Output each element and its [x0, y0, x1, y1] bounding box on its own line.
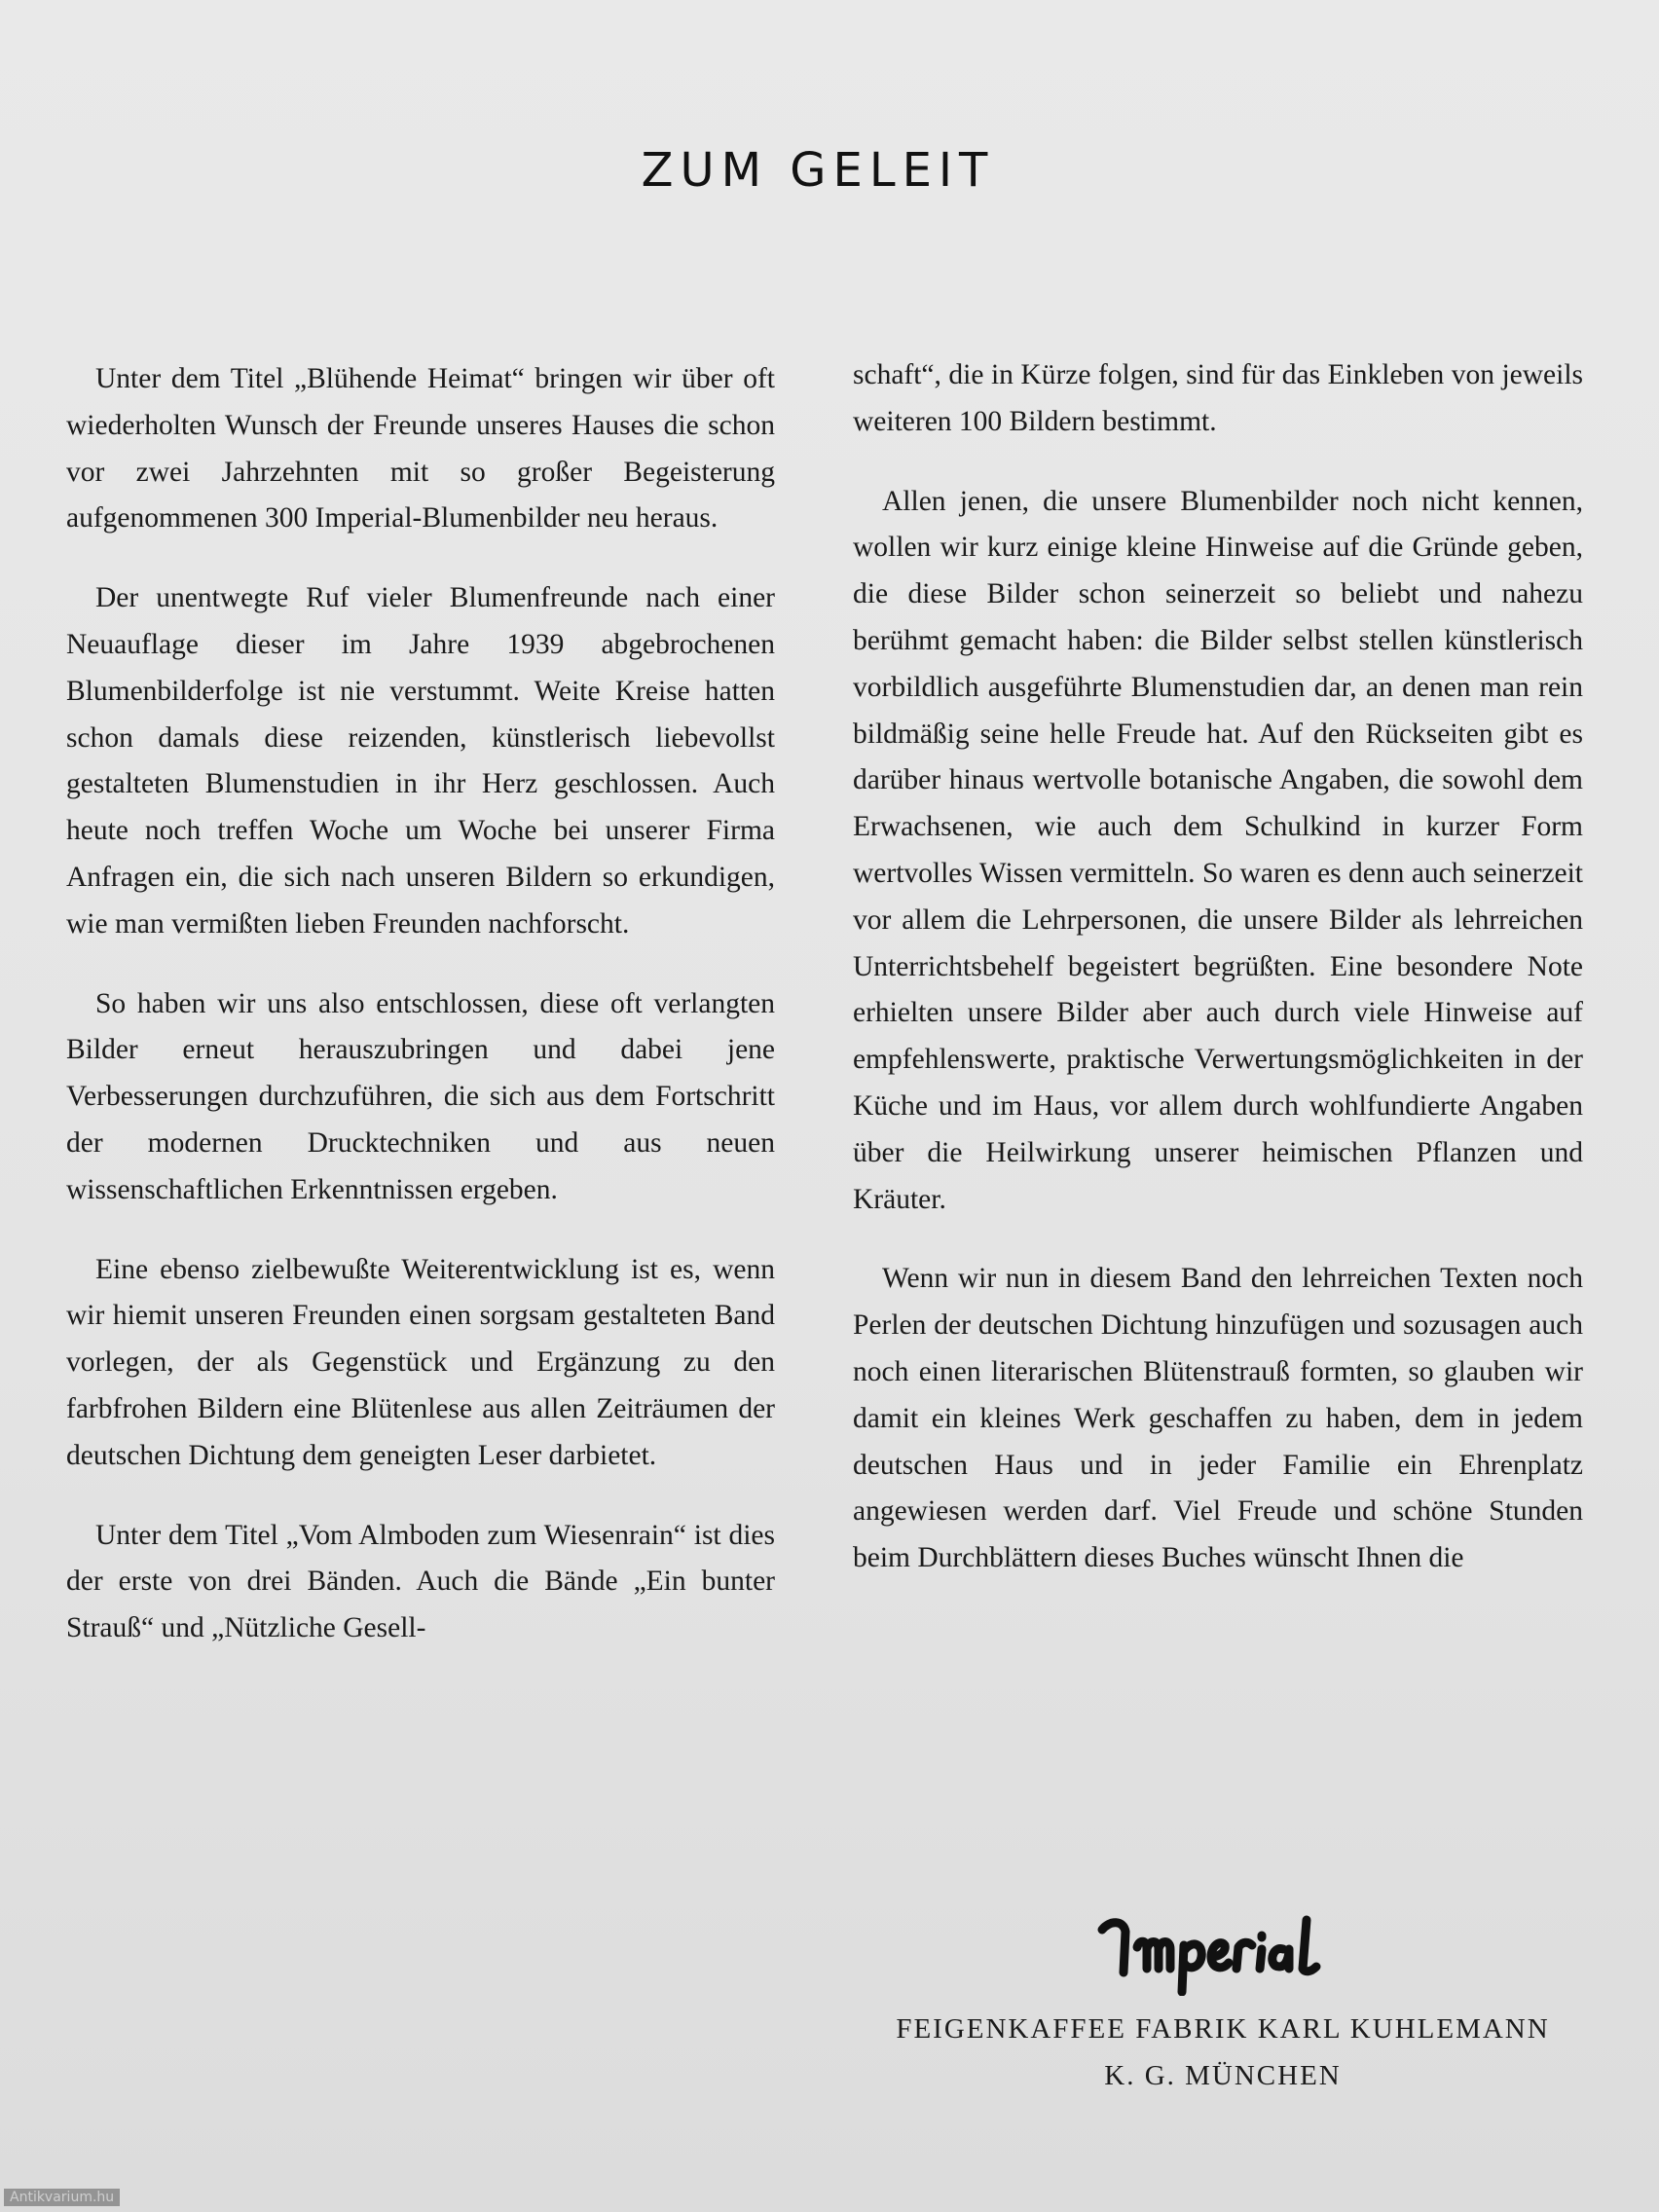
left-column [66, 356, 775, 1685]
paragraph-6: Allen jenen, die unsere Blumenbilder noch nicht kennen, wollen wir kurz einige kleine Hinweise auf die Gründe geben, die diese Bilder schon seinerzeit so beliebt und nahezu berühmt gemacht haben: die Bilder selbst stellen künstlerisch vorbildlich ausgeführte Blumenstudien dar, an denen man rein bildmäßig seine helle Freude hat. Auf den Rückseiten gibt es darüber hinaus wertvolle botanische Angaben, die sowohl dem Erwachsenen, wie auch dem Schulkind in kurzer Form wertvolles Wissen vermitteln. So waren es denn auch seinerzeit vor allem die Lehrpersonen, die unsere Bilder als lehrreichen Unterrichtsbehelf begeistert begrüßten. Eine besondere Note erhielten unsere Bilder aber auch durch viele Hinweise auf empfehlenswerte, praktische Verwertungsmöglichkeiten in der Küche und im Haus, vor allem durch wohlfundierte Angaben über die Heilwirkung unserer heimischen Pflanzen und Kräuter. [853, 485, 1583, 1215]
paragraph-5: Unter dem Titel „Vom Almboden zum Wiesenrain“ ist dies der erste von drei Bänden. Auch die Bände „Ein bunter Strauß“ und „Nützliche Gesell- [66, 1519, 775, 1644]
company-location: K. G. MÜNCHEN [1104, 2060, 1342, 2091]
paragraph-2: Der unentwegte Ruf vieler Blumenfreunde nach einer Neuauflage dieser im Jahre 1939 abgebrochenen Blumenbilderfolge ist nie verstummt. Weite Kreise hatten schon damals diese reizenden, künstlerisch liebevollst gestalteten Blumenstudien in ihr Herz geschlossen. Auch heute noch treffen Woche um Woche bei unserer Firma Anfragen ein, die sich nach unseren Bildern so erkundigen, wie man vermißten lieben Freunden nachforscht. [66, 582, 775, 940]
paragraph-7: Wenn wir nun in diesem Band den lehrreichen Texten noch Perlen der deutschen Dichtung hinzufügen und sozusagen auch noch einen literarischen Blütenstrauß formten, so glauben wir damit ein kleines Werk geschaffen zu haben, dem in jedem deutschen Haus und in jeder Familie ein Ehrenplatz angewiesen werden darf. Viel Freude und schöne Stunden beim Durchblättern dieses Buches wünscht Ihnen die [853, 1263, 1583, 1574]
paragraph-5-continued: schaft“, die in Kürze folgen, sind für das Einkleben von jeweils weiteren 100 Bildern bestimmt. [853, 359, 1583, 437]
paragraph-3: So haben wir uns also entschlossen, diese oft verlangten Bilder erneut herauszubringen und dabei jene Verbesserungen durchzuführen, die sich aus dem Fortschritt der modernen Drucktechniken und aus neuen wissenschaftlichen Erkenntnissen ergeben. [66, 987, 775, 1205]
imperial-signature-logo [1090, 1908, 1363, 1996]
paragraph-4: Eine ebenso zielbewußte Weiterentwicklung ist es, wenn wir hiemit unseren Freunden einen sorgsam gestalteten Band vorlegen, der als Gegenstück und Ergänzung zu den farbfrohen Bildern eine Blütenlese aus allen Zeiträumen der deutschen Dichtung dem geneigten Leser darbietet. [66, 1253, 775, 1471]
right-column [853, 352, 1583, 1615]
page-title: ZUM GELEIT [641, 143, 995, 199]
company-block [853, 2006, 1593, 2099]
watermark: Antikvarium.hu [4, 2189, 120, 2206]
company-name: FEIGENKAFFEE FABRIK KARL KUHLEMANN [896, 2013, 1550, 2045]
paragraph-1: Unter dem Titel „Blühende Heimat“ bringen wir über oft wiederholten Wunsch der Freunde unseres Hauses die schon vor zwei Jahrzehnten mit so großer Begeisterung aufgenommenen 300 Imperial-Blumenbilder neu heraus. [66, 363, 775, 535]
